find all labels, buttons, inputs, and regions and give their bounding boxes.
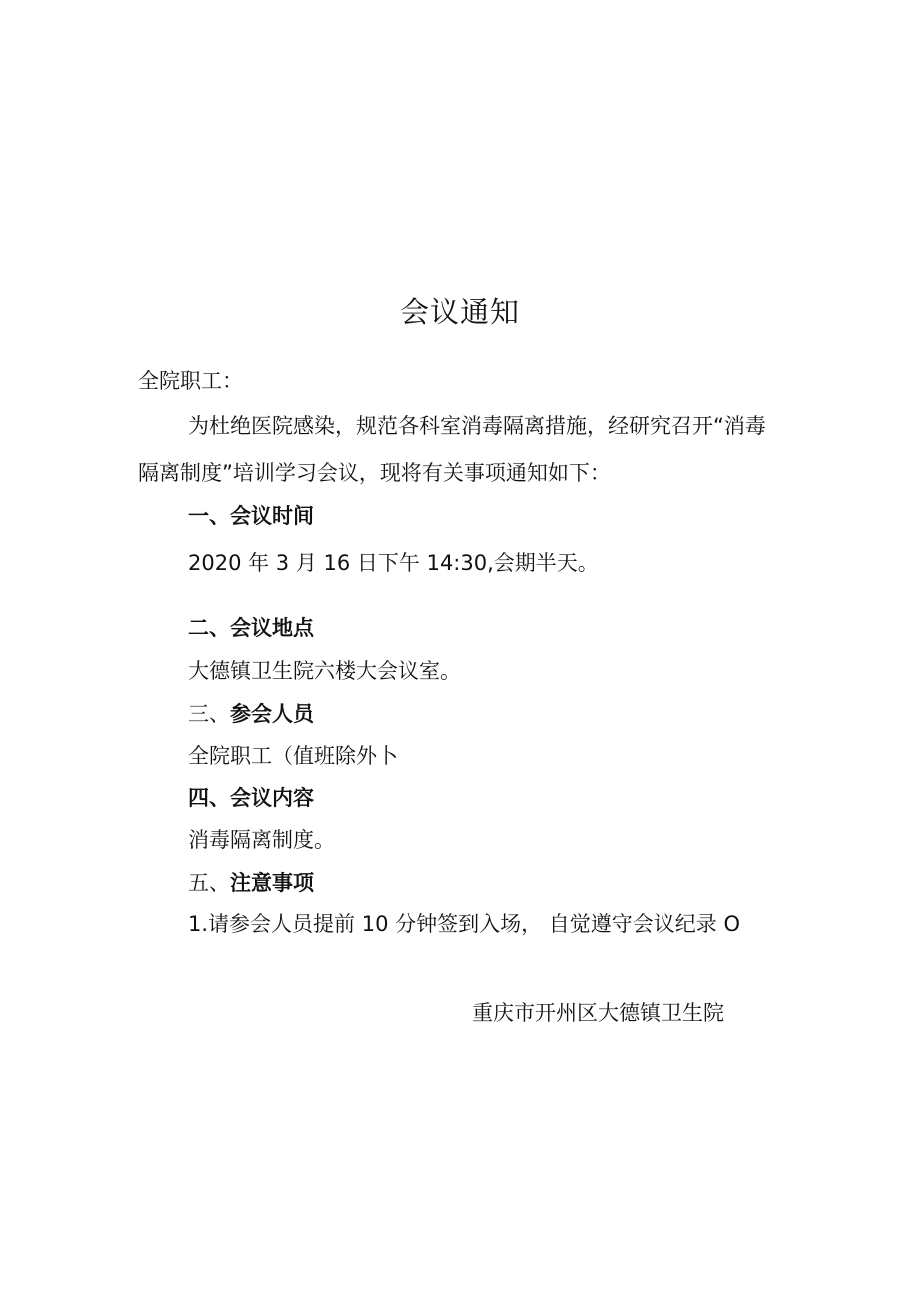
section-text-location: 大德镇卫生院六楼大会议室。 [188, 659, 461, 683]
body-paragraph-line-2: 隔离制度”培训学习会议，现将有关事项通知如下： [138, 461, 611, 485]
section-heading-notes-label: 注意事项 [230, 871, 314, 895]
document-title: 会议通知 [399, 295, 520, 329]
section-heading-attendees [188, 699, 314, 729]
section-text-time: 2020 年 3 月 16 日下午 14:30,会期半天。 [188, 551, 599, 575]
section-heading-attendees-label: 参会人员 [230, 702, 314, 726]
section-heading-notes [188, 868, 314, 898]
section-heading-location: 二、会议地点 [188, 616, 314, 640]
section-text-notes: 1.请参会人员提前 10 分钟签到入场， 自觉遵守会议纪录 O [188, 912, 740, 936]
section-heading-time: 一、会议时间 [188, 504, 314, 528]
section-heading-notes-prefix: 五、 [188, 871, 230, 895]
section-heading-content: 四、会议内容 [188, 786, 314, 810]
section-text-attendees: 全院职工（值班除外卜 [188, 744, 398, 768]
section-text-content: 消毒隔离制度。 [188, 828, 335, 852]
section-heading-attendees-prefix: 三、 [188, 702, 230, 726]
signature: 重庆市开州区大德镇卫生院 [472, 1001, 724, 1025]
salutation: 全院职工： [138, 369, 243, 393]
body-paragraph-line-1: 为杜绝医院感染，规范各科室消毒隔离措施，经研究召开“消毒 [188, 414, 766, 438]
